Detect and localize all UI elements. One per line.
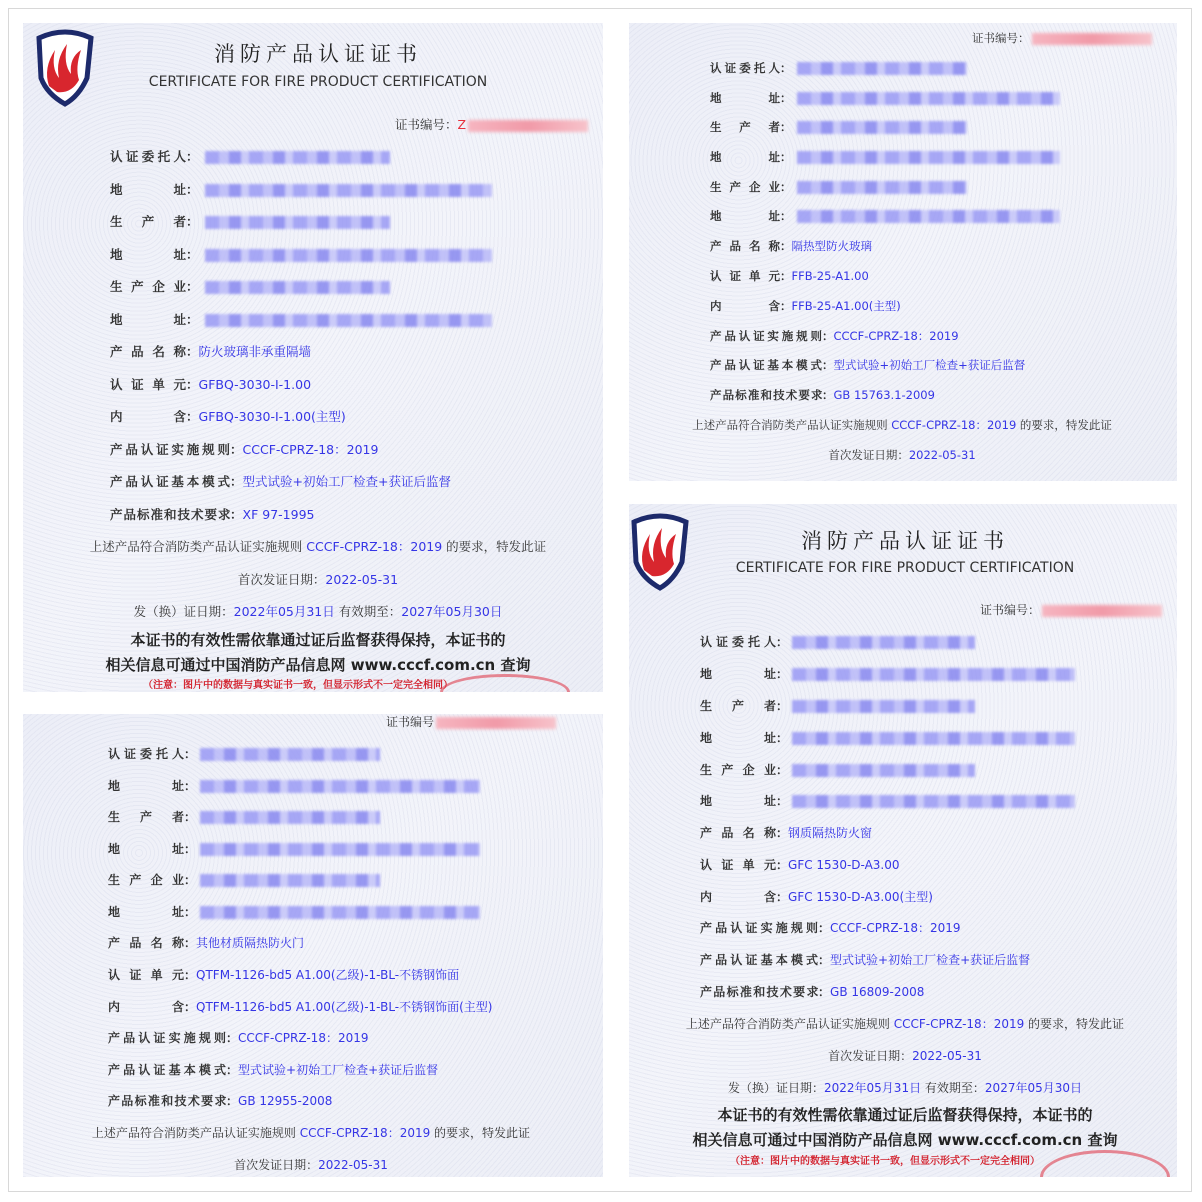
field-value: QTFM-1126-bd5 A1.00(乙级)-1-BL-不锈钢饰面	[196, 968, 460, 982]
redacted-value	[792, 700, 975, 713]
party-field-row	[108, 778, 196, 794]
party-field-row	[700, 762, 788, 778]
party-field-row	[110, 149, 199, 165]
redacted-value	[205, 151, 390, 164]
field-label: 产品名称	[110, 344, 186, 359]
field-label: 产品标准和技术要求	[110, 507, 230, 522]
field-value: CCCF-CPRZ-18：2019	[830, 921, 961, 935]
field-colon: ：	[230, 474, 243, 489]
party-field-row	[710, 179, 792, 195]
product-field-row	[110, 344, 311, 360]
party-field-row	[700, 698, 788, 714]
first-issue-value: 2022-05-31	[318, 1158, 388, 1172]
field-colon: ：	[776, 890, 789, 904]
first-issue-date	[828, 1048, 982, 1064]
field-value: GFBQ-3030-I-1.00	[198, 377, 312, 392]
field-colon: ：	[780, 180, 792, 194]
first-issue-value: 2022-05-31	[908, 448, 976, 462]
field-value: GB 12955-2008	[238, 1094, 333, 1108]
redacted-value	[797, 92, 1060, 105]
product-field-row	[710, 328, 959, 344]
field-label: 认证委托人	[700, 635, 776, 649]
field-colon: ：	[186, 377, 199, 392]
field-colon: ：	[818, 985, 831, 999]
field-colon: ：	[780, 61, 792, 75]
field-label: 产品名称	[700, 826, 776, 840]
field-colon: ：	[780, 209, 792, 223]
field-colon: ：	[186, 279, 199, 294]
redacted-value	[205, 216, 390, 229]
field-label: 地址	[108, 905, 184, 919]
certificate-subtitle: CERTIFICATE FOR FIRE PRODUCT CERTIFICATION	[148, 74, 488, 90]
fire-shield-logo	[33, 28, 97, 112]
redacted-value	[200, 748, 380, 761]
issue-date-label: 发（换）证日期：	[727, 1081, 824, 1095]
statement-text: 的要求，特发此证	[1024, 1017, 1125, 1031]
field-label: 地址	[710, 150, 780, 164]
field-colon: ：	[780, 150, 792, 164]
redacted-value	[797, 181, 967, 194]
official-seal	[440, 674, 570, 692]
valid-until-value: 2027年05月30日	[401, 604, 503, 619]
field-colon: ：	[184, 1000, 197, 1014]
product-field-row	[108, 935, 304, 951]
field-colon: ：	[226, 1094, 239, 1108]
field-label: 地址	[710, 209, 780, 223]
field-value: 型式试验+初始工厂检查+获证后监督	[830, 953, 1031, 967]
product-field-row	[108, 999, 493, 1015]
field-colon: ：	[818, 921, 831, 935]
field-colon: ：	[822, 388, 834, 402]
product-field-row	[110, 409, 346, 425]
first-issue-label: 首次发证日期：	[237, 572, 326, 587]
field-label: 生产企业	[700, 763, 776, 777]
field-value: FFB-25-A1.00(主型)	[791, 299, 901, 313]
field-label: 地址	[700, 731, 776, 745]
compliance-statement	[92, 1125, 530, 1141]
first-issue-value: 2022-05-31	[325, 572, 399, 587]
field-label: 生产者	[110, 214, 186, 229]
field-label: 内含	[710, 299, 780, 313]
field-label: 认证委托人	[108, 747, 184, 761]
redacted-value	[792, 764, 975, 777]
field-colon: ：	[184, 873, 197, 887]
field-value: CCCF-CPRZ-18：2019	[242, 442, 379, 457]
certificate-title: 消防产品认证证书	[214, 42, 422, 66]
field-colon: ：	[184, 779, 197, 793]
field-colon: ：	[776, 667, 789, 681]
first-issue-value: 2022-05-31	[912, 1049, 982, 1063]
certificate-number	[395, 117, 588, 133]
certificate-number-label: 证书编号：	[395, 117, 458, 132]
redacted-value	[797, 62, 967, 75]
redacted-value	[200, 874, 380, 887]
party-field-row	[110, 312, 199, 328]
field-colon: ：	[184, 936, 197, 950]
valid-until-label: 有效期至：	[334, 604, 402, 619]
field-value: 防火玻璃非承重隔墙	[198, 344, 312, 359]
field-label: 产品认证基本模式	[710, 358, 822, 372]
field-colon: ：	[780, 91, 792, 105]
field-colon: ：	[186, 214, 199, 229]
field-value: GFC 1530-D-A3.00	[788, 858, 900, 872]
field-colon: ：	[776, 763, 789, 777]
first-issue-label: 首次发证日期：	[828, 1049, 913, 1063]
field-label: 生产企业	[110, 279, 186, 294]
field-label: 地址	[110, 247, 186, 262]
field-label: 产品名称	[710, 239, 780, 253]
field-label: 生产企业	[710, 180, 780, 194]
party-field-row	[710, 119, 792, 135]
validity-notice: 本证书的有效性需依靠通过证后监督获得保持，本证书的	[130, 631, 506, 649]
field-colon: ：	[776, 699, 789, 713]
field-colon: ：	[184, 810, 197, 824]
statement-rule: CCCF-CPRZ-18：2019	[299, 1126, 431, 1140]
certificate-panel	[629, 23, 1177, 481]
product-field-row	[710, 298, 901, 314]
field-value: 型式试验+初始工厂检查+获证后监督	[833, 358, 1026, 372]
field-colon: ：	[184, 842, 197, 856]
field-label: 地址	[108, 842, 184, 856]
field-label: 生产企业	[108, 873, 184, 887]
field-label: 地址	[700, 794, 776, 808]
field-label: 产品名称	[108, 936, 184, 950]
redacted-value	[205, 184, 492, 197]
issue-date-value: 2022年05月31日	[233, 604, 335, 619]
field-colon: ：	[822, 358, 834, 372]
field-label: 认证单元	[700, 858, 776, 872]
validity-notice: 相关信息可通过中国消防产品信息网 www.cccf.com.cn 查询	[105, 656, 531, 674]
redacted-value	[200, 843, 480, 856]
party-field-row	[700, 666, 788, 682]
product-field-row	[108, 1093, 332, 1109]
certificate-title: 消防产品认证证书	[801, 529, 1009, 553]
field-label: 认证单元	[710, 269, 780, 283]
statement-text: 上述产品符合消防类产品认证实施规则	[685, 1017, 894, 1031]
product-field-row	[700, 984, 924, 1000]
statement-text: 上述产品符合消防类产品认证实施规则	[692, 418, 892, 432]
party-field-row	[710, 149, 792, 165]
statement-rule: CCCF-CPRZ-18：2019	[891, 418, 1017, 432]
field-value: CCCF-CPRZ-18：2019	[238, 1031, 369, 1045]
field-colon: ：	[186, 149, 199, 164]
party-field-row	[108, 809, 196, 825]
field-value: 钢质隔热防火窗	[788, 826, 873, 840]
official-seal	[1040, 1150, 1170, 1177]
field-value: GFC 1530-D-A3.00(主型)	[788, 890, 933, 904]
statement-text: 的要求，特发此证	[430, 1126, 531, 1140]
redacted-value	[200, 811, 380, 824]
field-colon: ：	[776, 635, 789, 649]
certificate-number-value: Z	[457, 117, 467, 132]
product-field-row	[108, 1062, 438, 1078]
certificate-number	[980, 602, 1162, 618]
certificate-subtitle: CERTIFICATE FOR FIRE PRODUCT CERTIFICATION	[735, 560, 1075, 576]
field-label: 生产者	[710, 120, 780, 134]
compliance-statement	[90, 539, 546, 555]
party-field-row	[108, 841, 196, 857]
first-issue-date	[828, 447, 975, 463]
party-field-row	[110, 182, 199, 198]
compliance-statement	[686, 1016, 1124, 1032]
field-label: 产品认证基本模式	[110, 474, 230, 489]
display-note: （注意：图片中的数据与真实证书一致，但显示形式不一定完全相同）	[730, 1156, 1040, 1167]
statement-text: 的要求，特发此证	[1016, 418, 1112, 432]
product-field-row	[710, 268, 869, 284]
redacted-value	[205, 249, 492, 262]
validity-notice: 相关信息可通过中国消防产品信息网 www.cccf.com.cn 查询	[692, 1131, 1118, 1149]
field-colon: ：	[230, 507, 243, 522]
field-label: 地址	[110, 312, 186, 327]
redacted-value	[792, 732, 1075, 745]
field-label: 地址	[110, 182, 186, 197]
field-value: 其他材质隔热防火门	[196, 936, 305, 950]
redacted-value	[200, 906, 480, 919]
redacted-value	[205, 314, 492, 327]
redacted-value	[200, 780, 480, 793]
redacted-value	[792, 636, 975, 649]
party-field-row	[700, 634, 788, 650]
certificate-number	[386, 714, 556, 730]
field-label: 产品认证基本模式	[108, 1063, 226, 1077]
party-field-row	[110, 247, 199, 263]
valid-until-value: 2027年05月30日	[984, 1081, 1083, 1095]
field-label: 产品认证实施规则	[108, 1031, 226, 1045]
display-note: （注意：图片中的数据与真实证书一致，但显示形式不一定完全相同）	[143, 680, 453, 691]
certificate-number-redacted	[436, 717, 556, 729]
field-label: 内含	[110, 409, 186, 424]
field-value: QTFM-1126-bd5 A1.00(乙级)-1-BL-不锈钢饰面(主型)	[196, 1000, 493, 1014]
party-field-row	[108, 746, 196, 762]
field-colon: ：	[230, 442, 243, 457]
party-field-row	[108, 904, 196, 920]
field-value: GB 15763.1-2009	[833, 388, 935, 402]
field-label: 产品认证实施规则	[700, 921, 818, 935]
product-field-row	[110, 507, 314, 523]
product-field-row	[710, 238, 872, 254]
party-field-row	[710, 208, 792, 224]
field-value: GFBQ-3030-I-1.00(主型)	[198, 409, 346, 424]
field-label: 认证委托人	[710, 61, 780, 75]
field-label: 认证单元	[110, 377, 186, 392]
certificate-number	[972, 30, 1152, 46]
certificate-panel	[23, 714, 603, 1177]
issue-date-label: 发（换）证日期：	[133, 604, 234, 619]
field-label: 内含	[700, 890, 776, 904]
statement-text: 上述产品符合消防类产品认证实施规则	[91, 1126, 300, 1140]
validity-notice: 本证书的有效性需依靠通过证后监督获得保持，本证书的	[717, 1106, 1093, 1124]
fire-shield-logo	[629, 512, 692, 596]
certificate-panel	[629, 504, 1177, 1177]
field-value: 型式试验+初始工厂检查+获证后监督	[238, 1063, 439, 1077]
field-colon: ：	[776, 826, 789, 840]
valid-until-label: 有效期至：	[921, 1081, 985, 1095]
statement-text: 的要求，特发此证	[442, 539, 547, 554]
field-colon: ：	[822, 329, 834, 343]
party-field-row	[110, 279, 199, 295]
field-colon: ：	[186, 312, 199, 327]
issue-validity	[728, 1080, 1082, 1096]
field-label: 产品认证基本模式	[700, 953, 818, 967]
field-label: 产品标准和技术要求	[700, 985, 818, 999]
field-label: 认证委托人	[110, 149, 186, 164]
field-colon: ：	[776, 794, 789, 808]
statement-rule: CCCF-CPRZ-18：2019	[893, 1017, 1025, 1031]
party-field-row	[710, 60, 792, 76]
issue-date-value: 2022年05月31日	[824, 1081, 922, 1095]
product-field-row	[110, 377, 311, 393]
product-field-row	[710, 387, 935, 403]
field-colon: ：	[184, 968, 197, 982]
field-label: 产品标准和技术要求	[710, 388, 822, 402]
redacted-value	[792, 668, 1075, 681]
field-colon: ：	[226, 1031, 239, 1045]
field-colon: ：	[186, 182, 199, 197]
field-label: 地址	[710, 91, 780, 105]
field-value: 型式试验+初始工厂检查+获证后监督	[242, 474, 451, 489]
redacted-value	[797, 151, 1060, 164]
certificate-number-redacted	[1032, 33, 1152, 45]
party-field-row	[700, 793, 788, 809]
field-colon: ：	[184, 747, 197, 761]
product-field-row	[700, 889, 933, 905]
issue-validity	[134, 604, 503, 620]
field-colon: ：	[780, 120, 792, 134]
redacted-value	[792, 795, 1075, 808]
field-value: XF 97-1995	[242, 507, 315, 522]
field-colon: ：	[780, 239, 792, 253]
field-label: 产品标准和技术要求	[108, 1094, 226, 1108]
statement-rule: CCCF-CPRZ-18：2019	[306, 539, 443, 554]
product-field-row	[710, 357, 1025, 373]
field-colon: ：	[776, 858, 789, 872]
first-issue-date	[234, 1157, 388, 1173]
field-value: CCCF-CPRZ-18：2019	[833, 329, 959, 343]
party-field-row	[710, 90, 792, 106]
field-colon: ：	[818, 953, 831, 967]
field-label: 内含	[108, 1000, 184, 1014]
product-field-row	[700, 920, 961, 936]
first-issue-label: 首次发证日期：	[234, 1158, 319, 1172]
field-colon: ：	[186, 344, 199, 359]
certificate-number-label: 证书编号：	[980, 603, 1041, 617]
field-colon: ：	[780, 269, 792, 283]
compliance-statement	[692, 417, 1112, 433]
product-field-row	[700, 857, 900, 873]
party-field-row	[108, 872, 196, 888]
field-colon: ：	[186, 247, 199, 262]
field-colon: ：	[776, 731, 789, 745]
redacted-value	[205, 281, 390, 294]
certificate-panel	[23, 23, 603, 692]
product-field-row	[700, 825, 872, 841]
product-field-row	[110, 442, 378, 458]
field-value: GB 16809-2008	[830, 985, 925, 999]
field-label: 地址	[700, 667, 776, 681]
field-label: 生产者	[700, 699, 776, 713]
redacted-value	[797, 121, 967, 134]
certificate-number-redacted	[468, 120, 588, 132]
field-colon: ：	[780, 299, 792, 313]
first-issue-date	[238, 572, 398, 588]
product-field-row	[700, 952, 1030, 968]
field-label: 认证单元	[108, 968, 184, 982]
field-value: 隔热型防火玻璃	[791, 239, 872, 253]
certificate-number-redacted	[1042, 605, 1162, 617]
field-colon: ：	[186, 409, 199, 424]
party-field-row	[110, 214, 199, 230]
field-colon: ：	[184, 905, 197, 919]
field-label: 地址	[108, 779, 184, 793]
statement-text: 上述产品符合消防类产品认证实施规则	[89, 539, 307, 554]
certificate-number-label: 证书编号：	[972, 31, 1030, 45]
field-colon: ：	[226, 1063, 239, 1077]
product-field-row	[108, 1030, 369, 1046]
product-field-row	[108, 967, 459, 983]
field-label: 产品认证实施规则	[710, 329, 822, 343]
redacted-value	[797, 210, 1060, 223]
party-field-row	[700, 730, 788, 746]
product-field-row	[110, 474, 451, 490]
first-issue-label: 首次发证日期：	[828, 448, 909, 462]
field-value: FFB-25-A1.00	[791, 269, 869, 283]
field-label: 生产者	[108, 810, 184, 824]
field-label: 产品认证实施规则	[110, 442, 230, 457]
certificate-number-label: 证书编号	[386, 715, 435, 729]
